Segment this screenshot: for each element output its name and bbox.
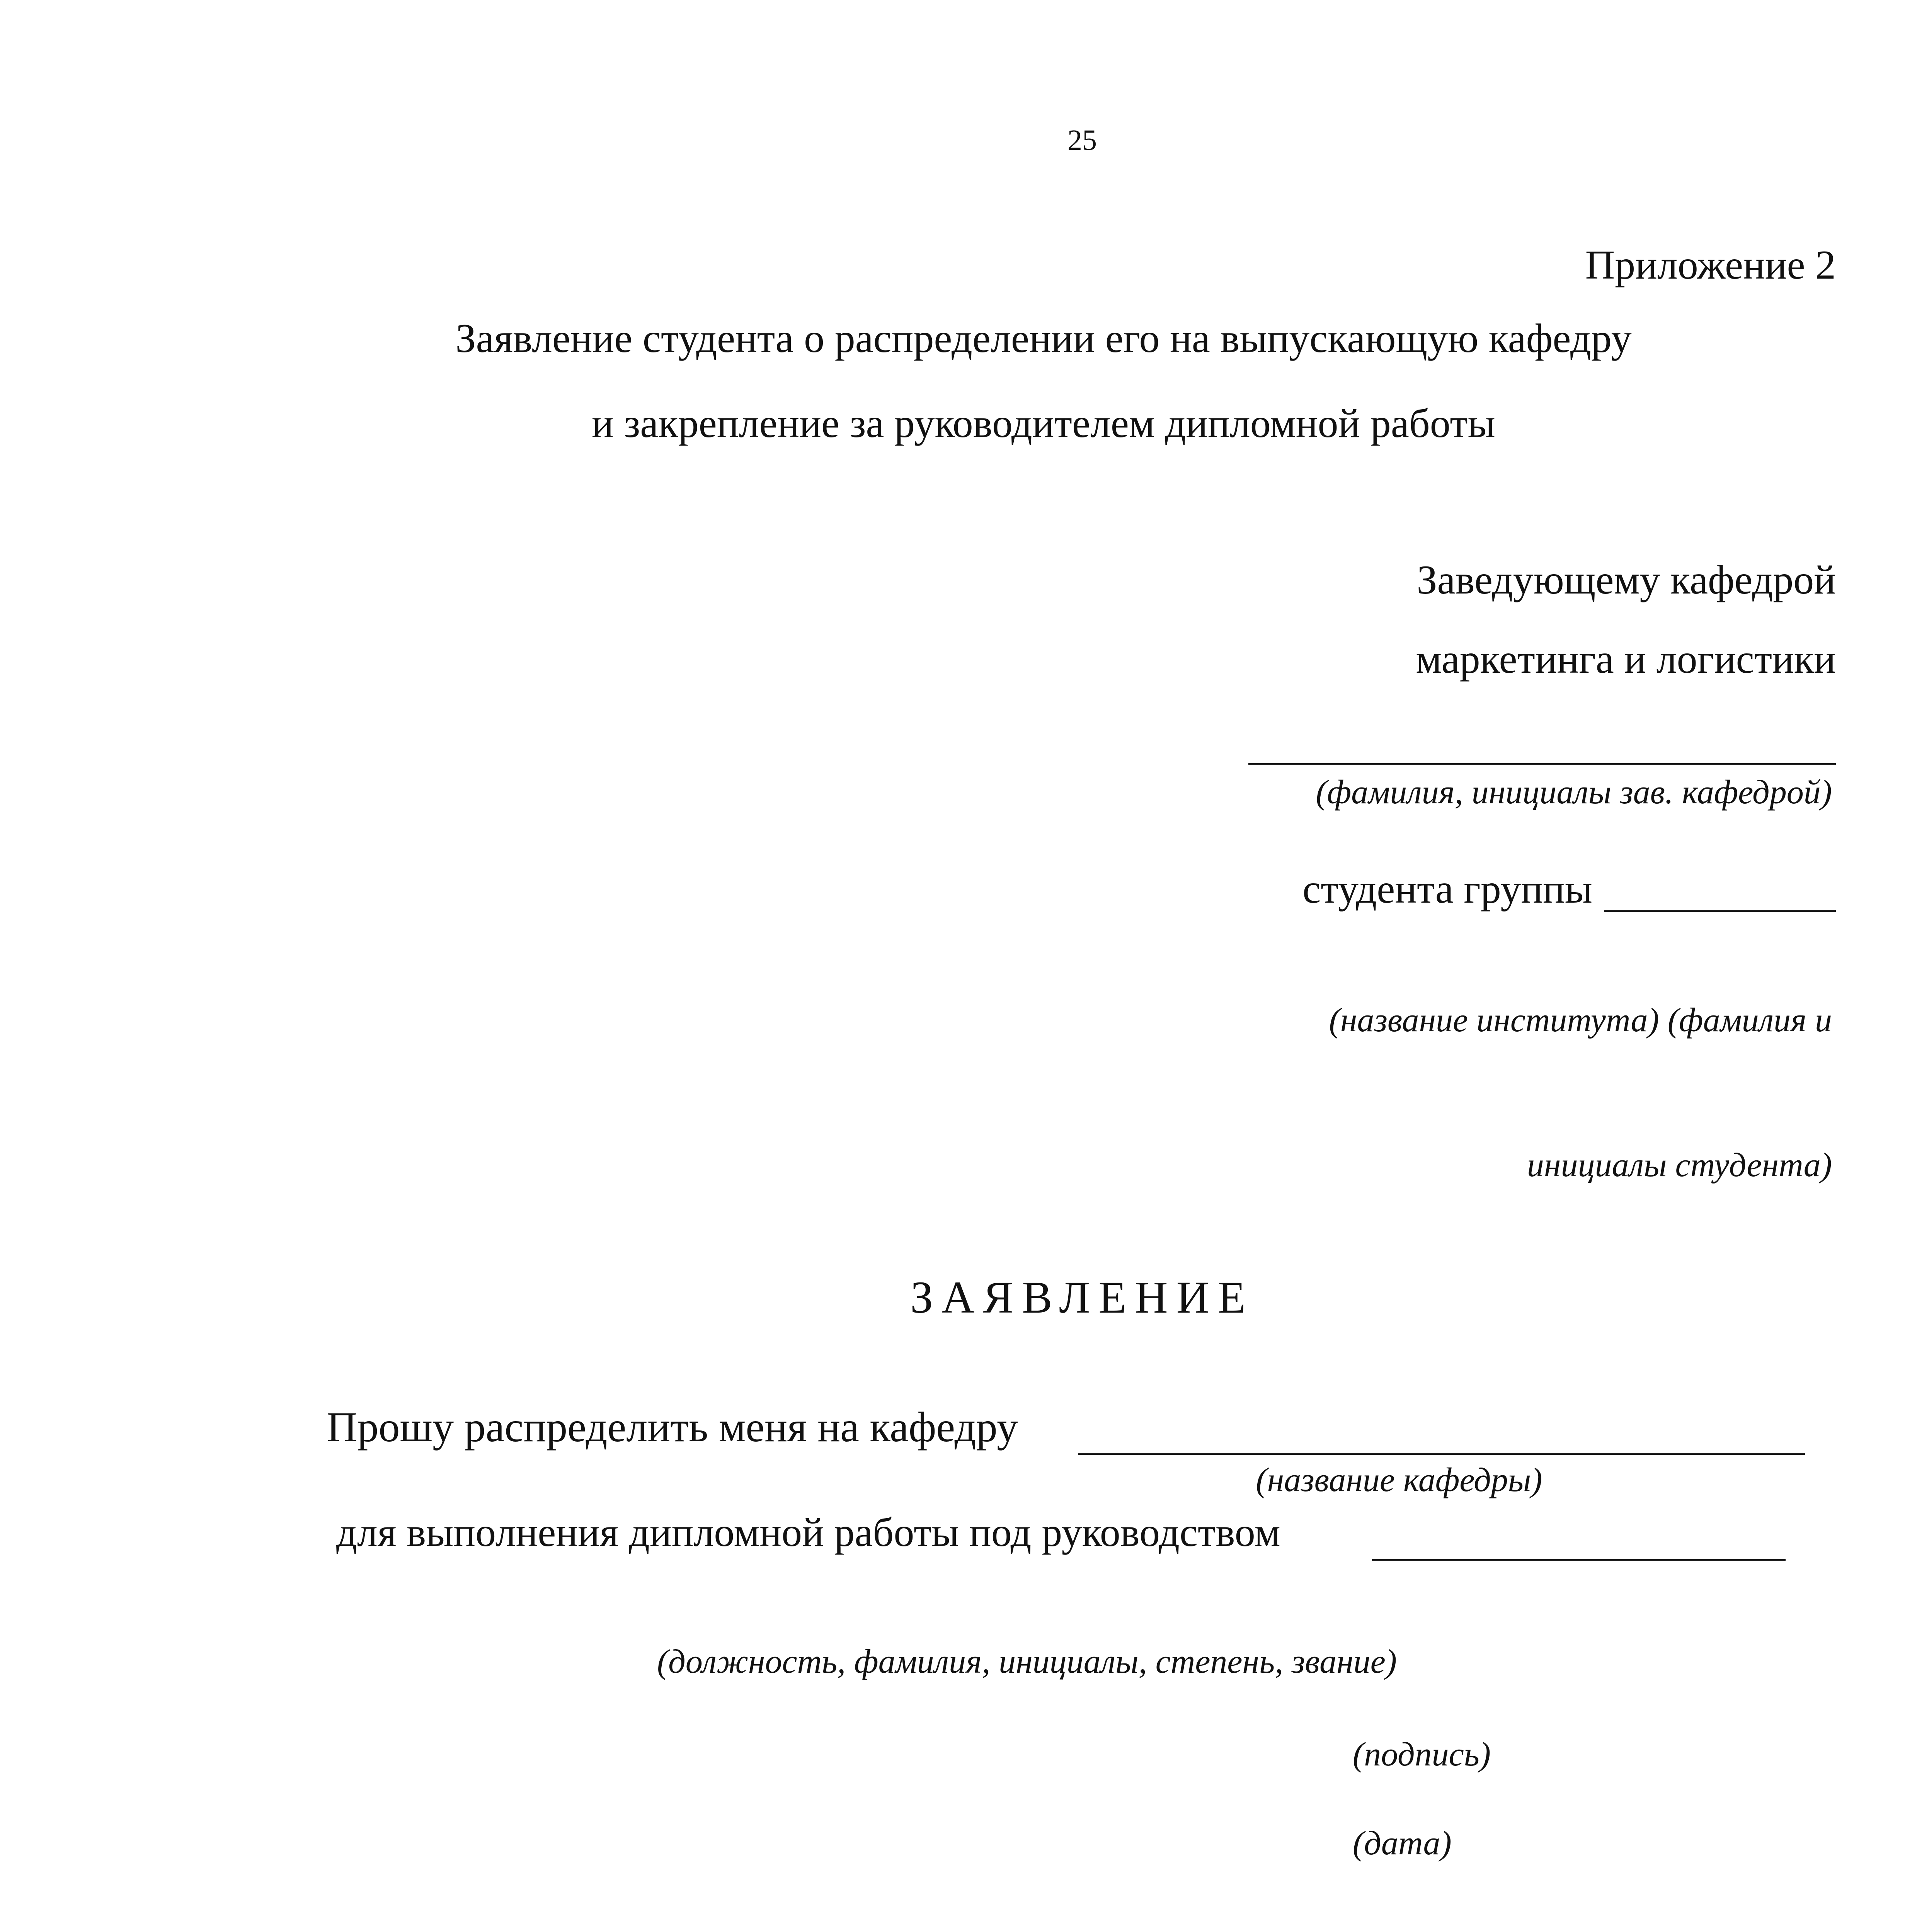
- addressee-line-2: маркетинга и логистики: [1416, 636, 1836, 682]
- supervisor-caption: (должность, фамилия, инициалы, степень, звание): [657, 1643, 1397, 1680]
- department-line: [1078, 1453, 1805, 1455]
- department-caption: (название кафедры): [1256, 1461, 1542, 1499]
- document-title-line-2: и закрепление за руководителем дипломной работы: [592, 401, 1495, 446]
- appendix-label: Приложение 2: [1585, 242, 1836, 287]
- request-text: Прошу распределить меня на кафедру: [327, 1403, 1018, 1451]
- signature-caption: (подпись): [1353, 1736, 1491, 1773]
- supervision-text: для выполнения дипломной работы под руководством: [336, 1510, 1280, 1555]
- institute-caption: (название института) (фамилия и: [1329, 1002, 1832, 1039]
- head-name-line: [1248, 763, 1836, 765]
- supervisor-line: [1372, 1559, 1786, 1561]
- student-group-label: студента группы: [1302, 866, 1592, 912]
- date-caption: (дата): [1353, 1825, 1452, 1862]
- student-group-line: [1604, 910, 1836, 912]
- addressee-line-1: Заведующему кафедрой: [1416, 557, 1836, 602]
- statement-heading: ЗАЯВЛЕНИЕ: [910, 1272, 1254, 1323]
- head-name-caption: (фамилия, инициалы зав. кафедрой): [1316, 774, 1832, 811]
- page-number: 25: [1067, 124, 1097, 156]
- document-title-line-1: Заявление студента о распределении его на выпускающую кафедру: [455, 316, 1632, 361]
- student-initials-caption: инициалы студента): [1527, 1146, 1832, 1184]
